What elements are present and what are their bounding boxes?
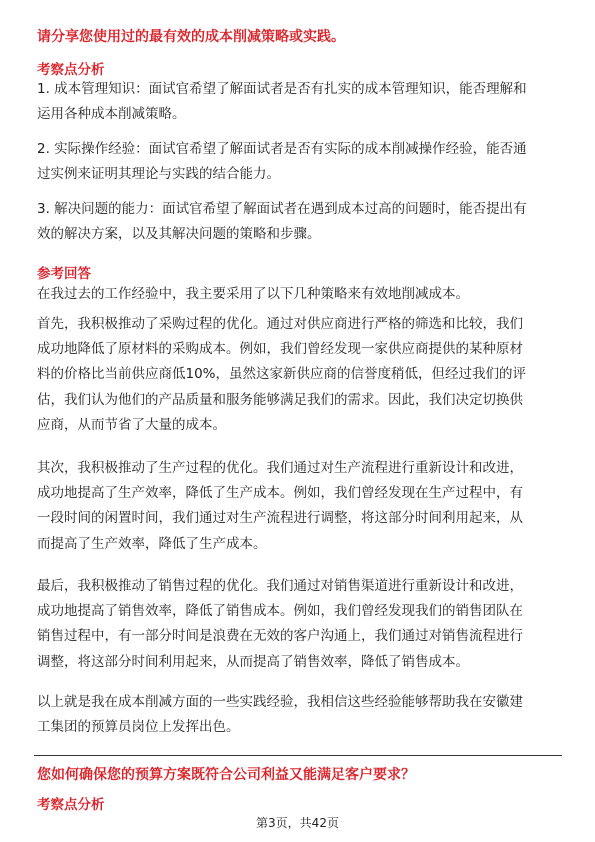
analysis-item-3: 3. 解决问题的能力：面试官希望了解面试者在遇到成本过高的问题时，能否提出有 效的解决方案，以及其解决问题的策略和步骤。 — [37, 201, 527, 243]
answer-paragraph-4: 最后，我积极推动了销售过程的优化。我们通过对销售渠道进行重新设计和改进， 成功地提高了销售效率，降低了销售成本。例如，我们曾经发现我们的销售团队在 销售过程中，有一部分时间是浪费在无效的客户沟通上，我们通过对销售流程进行 调整，将这部分时间利用起来，从而提高了销售效率，降低了销售成本。 — [37, 578, 523, 670]
divider-line — [34, 755, 562, 756]
question-heading-2: 您如何确保您的预算方案既符合公司利益又能满足客户要求？ — [37, 767, 415, 783]
analysis-item-1: 1. 成本管理知识：面试官希望了解面试者是否有扎实的成本管理知识，能否理解和 运用各种成本削减策略。 — [37, 81, 527, 123]
question-heading-1: 请分享您使用过的最有效的成本削减策略或实践。 — [37, 29, 345, 45]
section-heading-answer: 参考回答 — [37, 266, 91, 282]
answer-paragraph-1: 在我过去的工作经验中，我主要采用了以下几种策略来有效地削减成本。 — [37, 286, 469, 302]
answer-paragraph-5: 以上就是我在成本削减方面的一些实践经验，我相信这些经验能够帮助我在安徽建 工集团的预算员岗位上发挥出色。 — [37, 694, 523, 736]
section-heading-analysis: 考察点分析 — [37, 62, 105, 78]
page-footer: 第3页，共42页 — [256, 816, 339, 830]
analysis-item-2: 2. 实际操作经验：面试官希望了解面试者是否有实际的成本削减操作经验，能否通 过实例来证明其理论与实践的结合能力。 — [37, 141, 527, 183]
answer-paragraph-3: 其次，我积极推动了生产过程的优化。我们通过对生产流程进行重新设计和改进， 成功地提高了生产效率，降低了生产成本。例如，我们曾经发现在生产过程中，有 一段时间的闲置时间，我们通过对生产流程进行调整，将这部分时间利用起来，从 而提高了生产效率，降低了生产成本。 — [37, 460, 523, 552]
section-heading-analysis-2: 考察点分析 — [37, 797, 105, 813]
answer-paragraph-2: 首先，我积极推动了采购过程的优化。通过对供应商进行严格的筛选和比较，我们 成功地降低了原材料的采购成本。例如，我们曾经发现一家供应商提供的某种原材 料的价格比当前供应商低10%，虽然这家新供应商的信誉度稍低，但经过我们的评 估，我们认为他们的产品质量和服务能够满足我们的需求。因此，我们决定切换供 应商，从而节省了大量的成本。 — [37, 316, 527, 433]
